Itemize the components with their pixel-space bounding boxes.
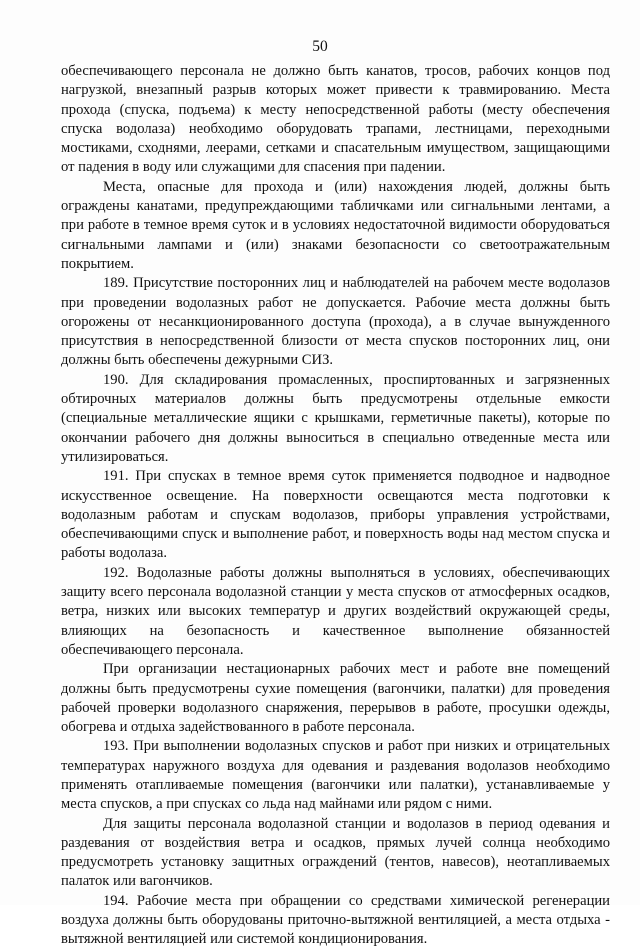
paragraph-194: 194. Рабочие места при обращении со средствами химической регенерации воздуха должны быть оборудованы приточно-вытяжной вентиляцией, а места отдыха - вытяжной вентиляцией или системой кондиционирования. xyxy=(61,892,610,948)
paragraph-continuation: обеспечивающего персонала не должно быть канатов, тросов, рабочих концов под нагрузкой, внезапный разрыв которых может привести к травмированию. Места прохода (спуска, подъема) к месту непосредственной работы (месту обеспечения спуска водолаза) необходимо оборудовать трапами, лестницами, переходными мостиками, сходнями, леерами, сетками и спасательным имуществом, защищающими от падения в воду или служащими для спасения при падении. xyxy=(61,63,610,176)
paragraph-193: 193. При выполнении водолазных спусков и работ при низких и отрицательных температурах наружного воздуха для одевания и раздевания водолазов необходимо применять отапливаемые помещения (вагончики или палатки), устанавливаемые у места спусков, а при спусках со льда над майнами или рядом с ними. xyxy=(61,738,610,813)
paragraph-192: 192. Водолазные работы должны выполняться в условиях, обеспечивающих защиту всего персонала водолазной станции у места спусков от атмосферных осадков, ветра, низких или высоких температур и других воздействий окружающей среды, влияющих на безопасность и качественное выполнение обязанностей обеспечивающего персонала. xyxy=(61,564,610,658)
page-number: 50 xyxy=(312,38,328,55)
paragraph-nonstationary-workplaces: При организации нестационарных рабочих мест и работе вне помещений должны быть предусмотрены сухие помещения (вагончики, палатки) для проведения рабочей проверки водолазного снаряжения, перерывов в работе, просушки одежды, обогрева и отдыха задействованного в работе персонала. xyxy=(61,661,610,736)
paragraph-191: 191. При спусках в темное время суток применяется подводное и надводное искусственное освещение. На поверхности освещаются места подготовки к водолазным работам и спускам водолазов, приборы управления устройствами, обеспечивающими спуск и выполнение работ, и поверхность воды над местом спуска и работы водолаза. xyxy=(61,468,610,562)
paragraph-dangerous-places: Места, опасные для прохода и (или) нахождения людей, должны быть ограждены канатами, предупреждающими табличками или сигнальными лентами, а при работе в темное время суток и в условиях недостаточной видимости оборудоваться сигнальными лампами и (или) знаками безопасности со светоотражательным покрытием. xyxy=(61,178,610,272)
paragraph-189: 189. Присутствие посторонних лиц и наблюдателей на рабочем месте водолазов при проведении водолазных работ не допускается. Рабочие места должны быть огорожены от несанкционированного доступа (прохода), а в случае вынужденного присутствия в непосредственной близости от места спусков посторонних лиц, они должны быть обеспечены дежурными СИЗ. xyxy=(61,275,610,369)
paragraph-protection-enclosures: Для защиты персонала водолазной станции и водолазов в период одевания и раздевания от воздействия ветра и осадков, прямых лучей солнца необходимо предусмотреть установку защитных ограждений (тентов, навесов), неотапливаемых палаток или вагончиков. xyxy=(61,815,610,890)
document-body xyxy=(61,62,610,950)
paragraph-190: 190. Для складирования промасленных, проспиртованных и загрязненных обтирочных материалов должны быть предусмотрены отдельные емкости (специальные металлические ящики с крышками, герметичные пакеты), которые по окончании рабочего дня должны выноситься в специально отведенные места или утилизироваться. xyxy=(61,371,610,465)
